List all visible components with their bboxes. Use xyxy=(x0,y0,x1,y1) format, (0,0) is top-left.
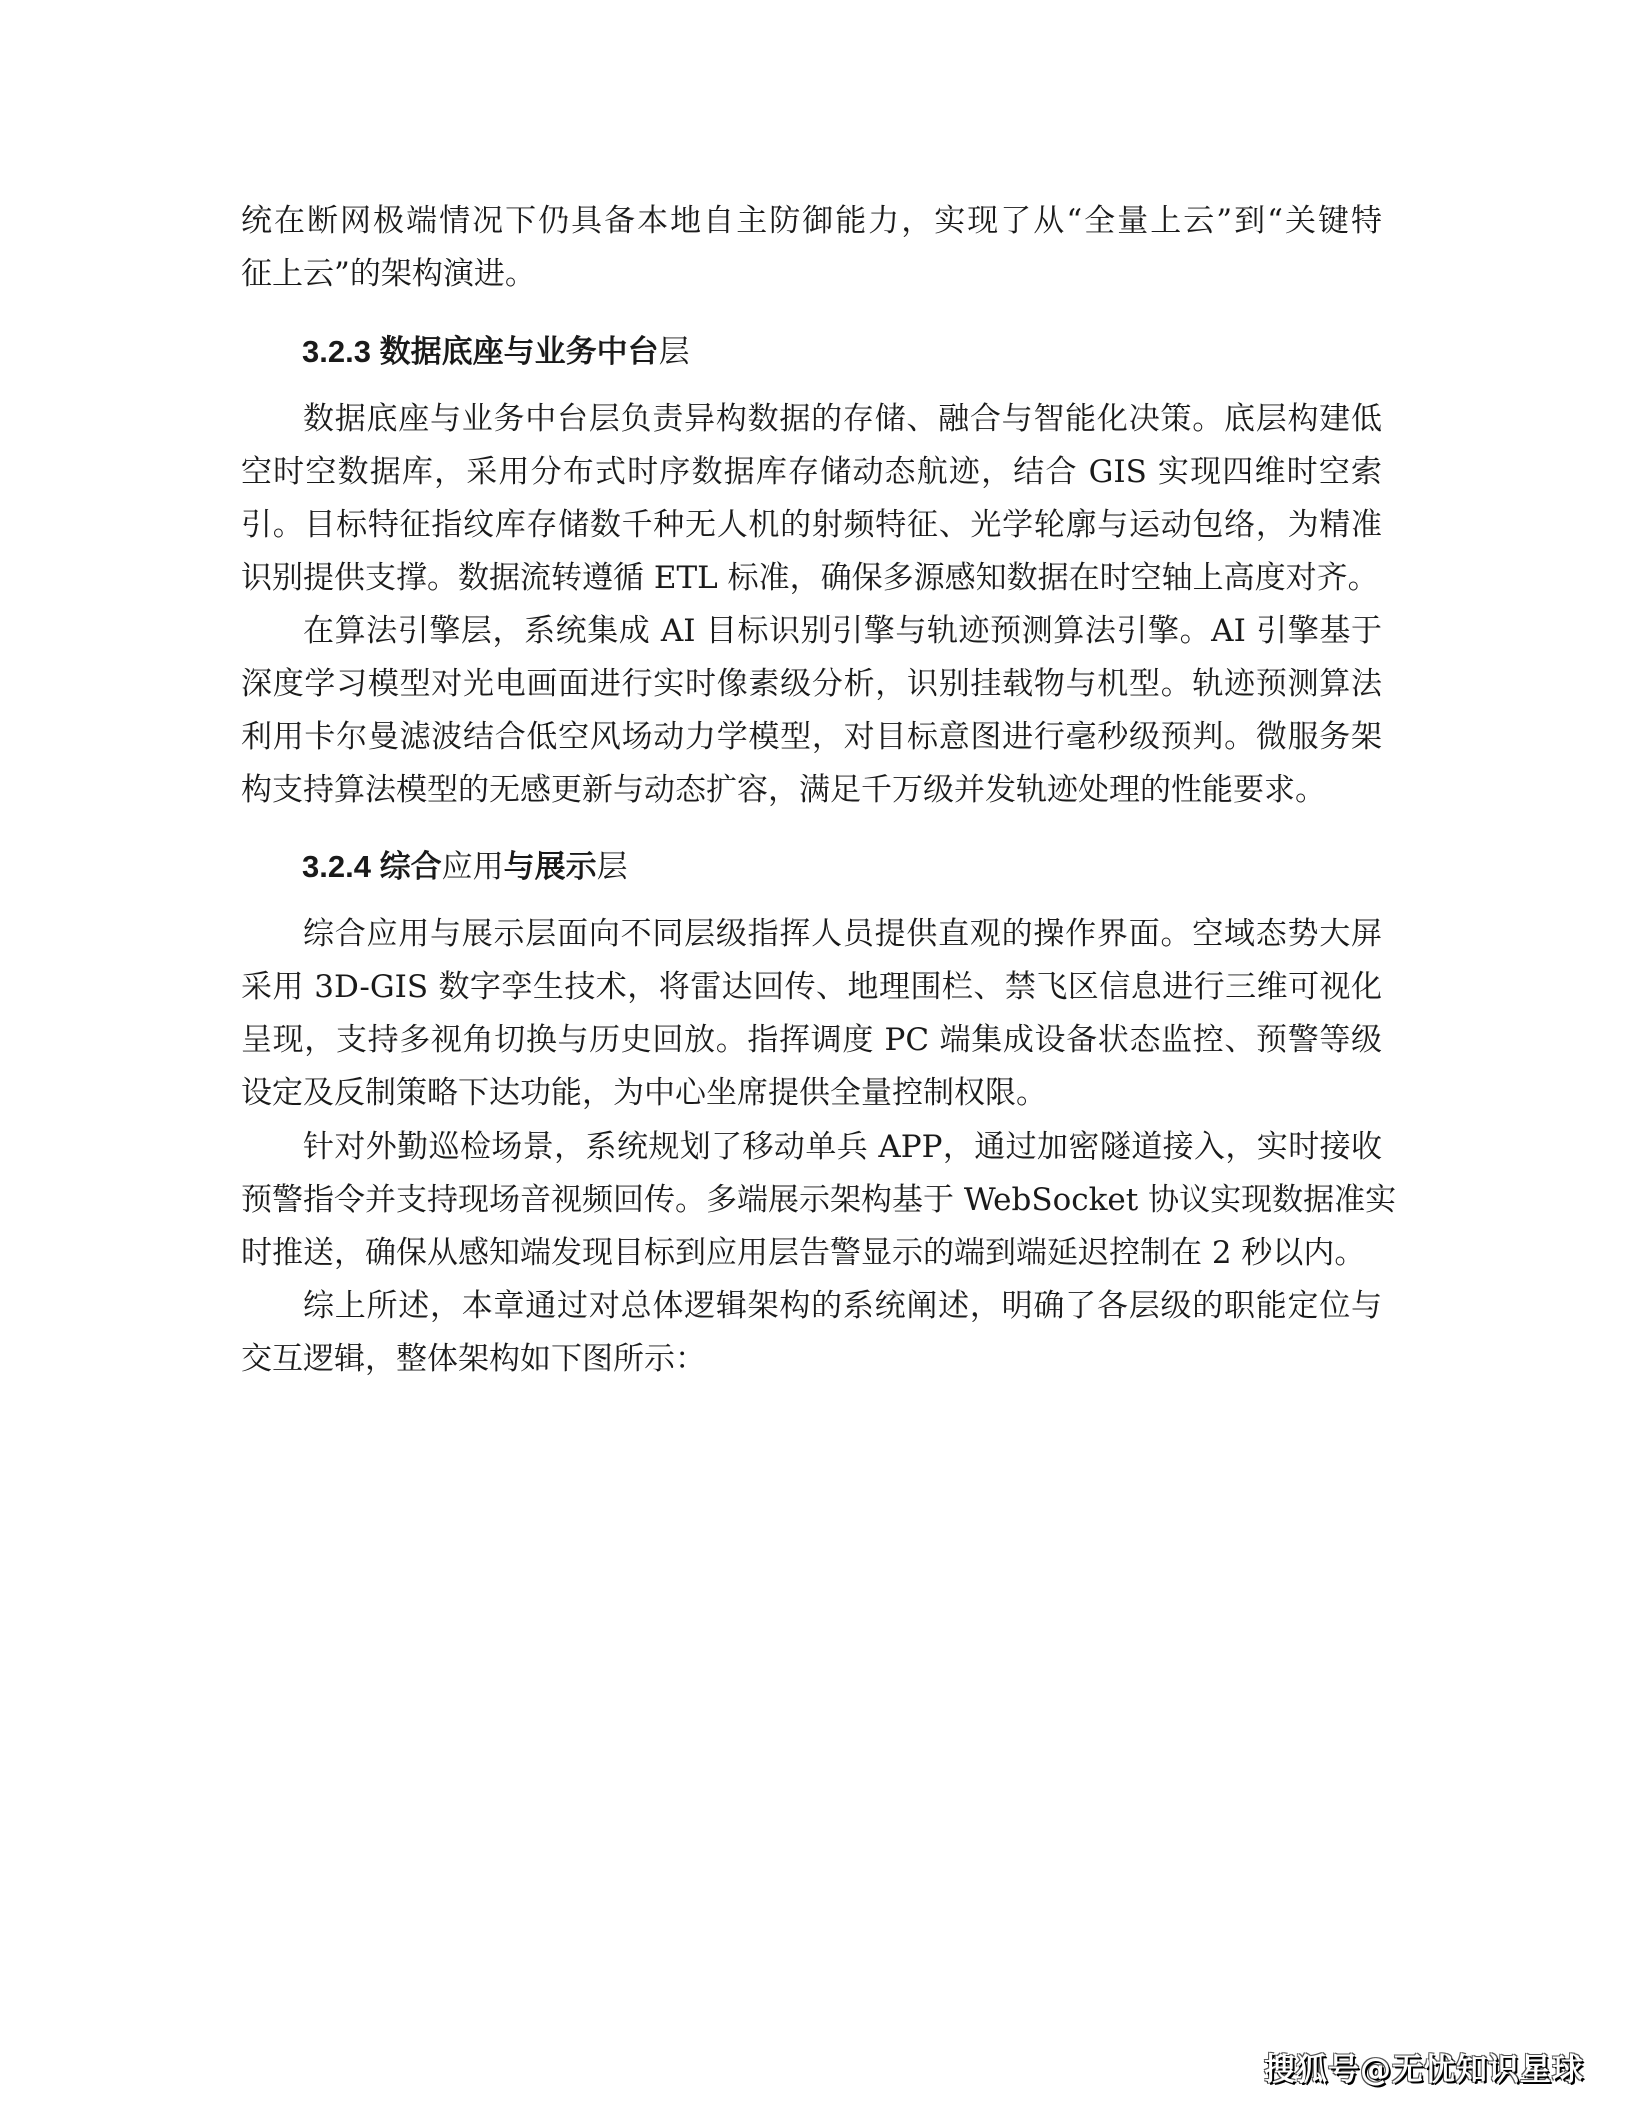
text-line: 采用 3D-GIS 数字孪生技术，将雷达回传、地理围栏、禁飞区信息进行三维可视化 xyxy=(241,969,1382,1005)
paragraph-application-layer xyxy=(241,908,1382,1120)
watermark: 搜狐号@无忧知识星球 xyxy=(1264,2052,1584,2088)
text-line: 在算法引擎层，系统集成 AI 目标识别引擎与轨迹预测算法引擎。AI 引擎基于 xyxy=(303,613,1382,649)
heading-normal-2: 层 xyxy=(596,849,628,884)
paragraph-algorithm-engine xyxy=(241,605,1382,817)
text-line: 征上云”的架构演进。 xyxy=(241,256,536,292)
text-line: 深度学习模型对光电画面进行实时像素级分析，识别挂载物与机型。轨迹预测算法 xyxy=(241,666,1382,702)
text-line: 统在断网极端情况下仍具备本地自主防御能力，实现了从“全量上云”到“关键特 xyxy=(241,203,1382,239)
heading-title-rest: 层 xyxy=(658,334,690,369)
text-line: 识别提供支撑。数据流转遵循 ETL 标准，确保多源感知数据在时空轴上高度对齐。 xyxy=(241,560,1379,596)
text-line: 时推送，确保从感知端发现目标到应用层告警显示的端到端延迟控制在 2 秒以内。 xyxy=(241,1235,1366,1271)
heading-number: 3.2.3 xyxy=(302,334,371,369)
text-line: 空时空数据库，采用分布式时序数据库存储动态航迹，结合 GIS 实现四维时空索 xyxy=(241,454,1382,490)
section-heading-3-2-3 xyxy=(302,325,690,378)
paragraph-summary xyxy=(241,1280,1382,1386)
text-line: 利用卡尔曼滤波结合低空风场动力学模型，对目标意图进行毫秒级预判。微服务架 xyxy=(241,719,1382,755)
heading-number: 3.2.4 xyxy=(302,849,371,884)
text-line: 引。目标特征指纹库存储数千种无人机的射频特征、光学轮廓与运动包络，为精准 xyxy=(241,507,1382,543)
heading-bold-2: 与展示 xyxy=(503,849,597,884)
text-line: 综合应用与展示层面向不同层级指挥人员提供直观的操作界面。空域态势大屏 xyxy=(303,916,1382,952)
text-line: 针对外勤巡检场景，系统规划了移动单兵 APP，通过加密隧道接入，实时接收 xyxy=(303,1129,1382,1165)
heading-bold-1: 综合 xyxy=(379,849,442,884)
section-heading-3-2-4 xyxy=(302,840,628,893)
paragraph-continuation xyxy=(241,195,1382,301)
heading-title-part xyxy=(380,849,628,884)
text-line: 设定及反制策略下达功能，为中心坐席提供全量控制权限。 xyxy=(241,1075,1047,1111)
text-line: 综上所述，本章通过对总体逻辑架构的系统阐述，明确了各层级的职能定位与 xyxy=(303,1288,1382,1324)
heading-title-bold: 数据底座与业务中台 xyxy=(379,334,659,369)
paragraph-data-platform xyxy=(241,393,1382,605)
text-line: 呈现，支持多视角切换与历史回放。指挥调度 PC 端集成设备状态监控、预警等级 xyxy=(241,1022,1382,1058)
text-line: 数据底座与业务中台层负责异构数据的存储、融合与智能化决策。底层构建低 xyxy=(303,401,1382,437)
text-line: 构支持算法模型的无感更新与动态扩容，满足千万级并发轨迹处理的性能要求。 xyxy=(241,772,1326,808)
text-line: 预警指令并支持现场音视频回传。多端展示架构基于 WebSocket 协议实现数据准实 xyxy=(241,1182,1397,1218)
text-line: 交互逻辑，整体架构如下图所示： xyxy=(241,1341,706,1377)
paragraph-mobile-app xyxy=(241,1121,1397,1280)
heading-normal-1: 应用 xyxy=(441,849,504,884)
